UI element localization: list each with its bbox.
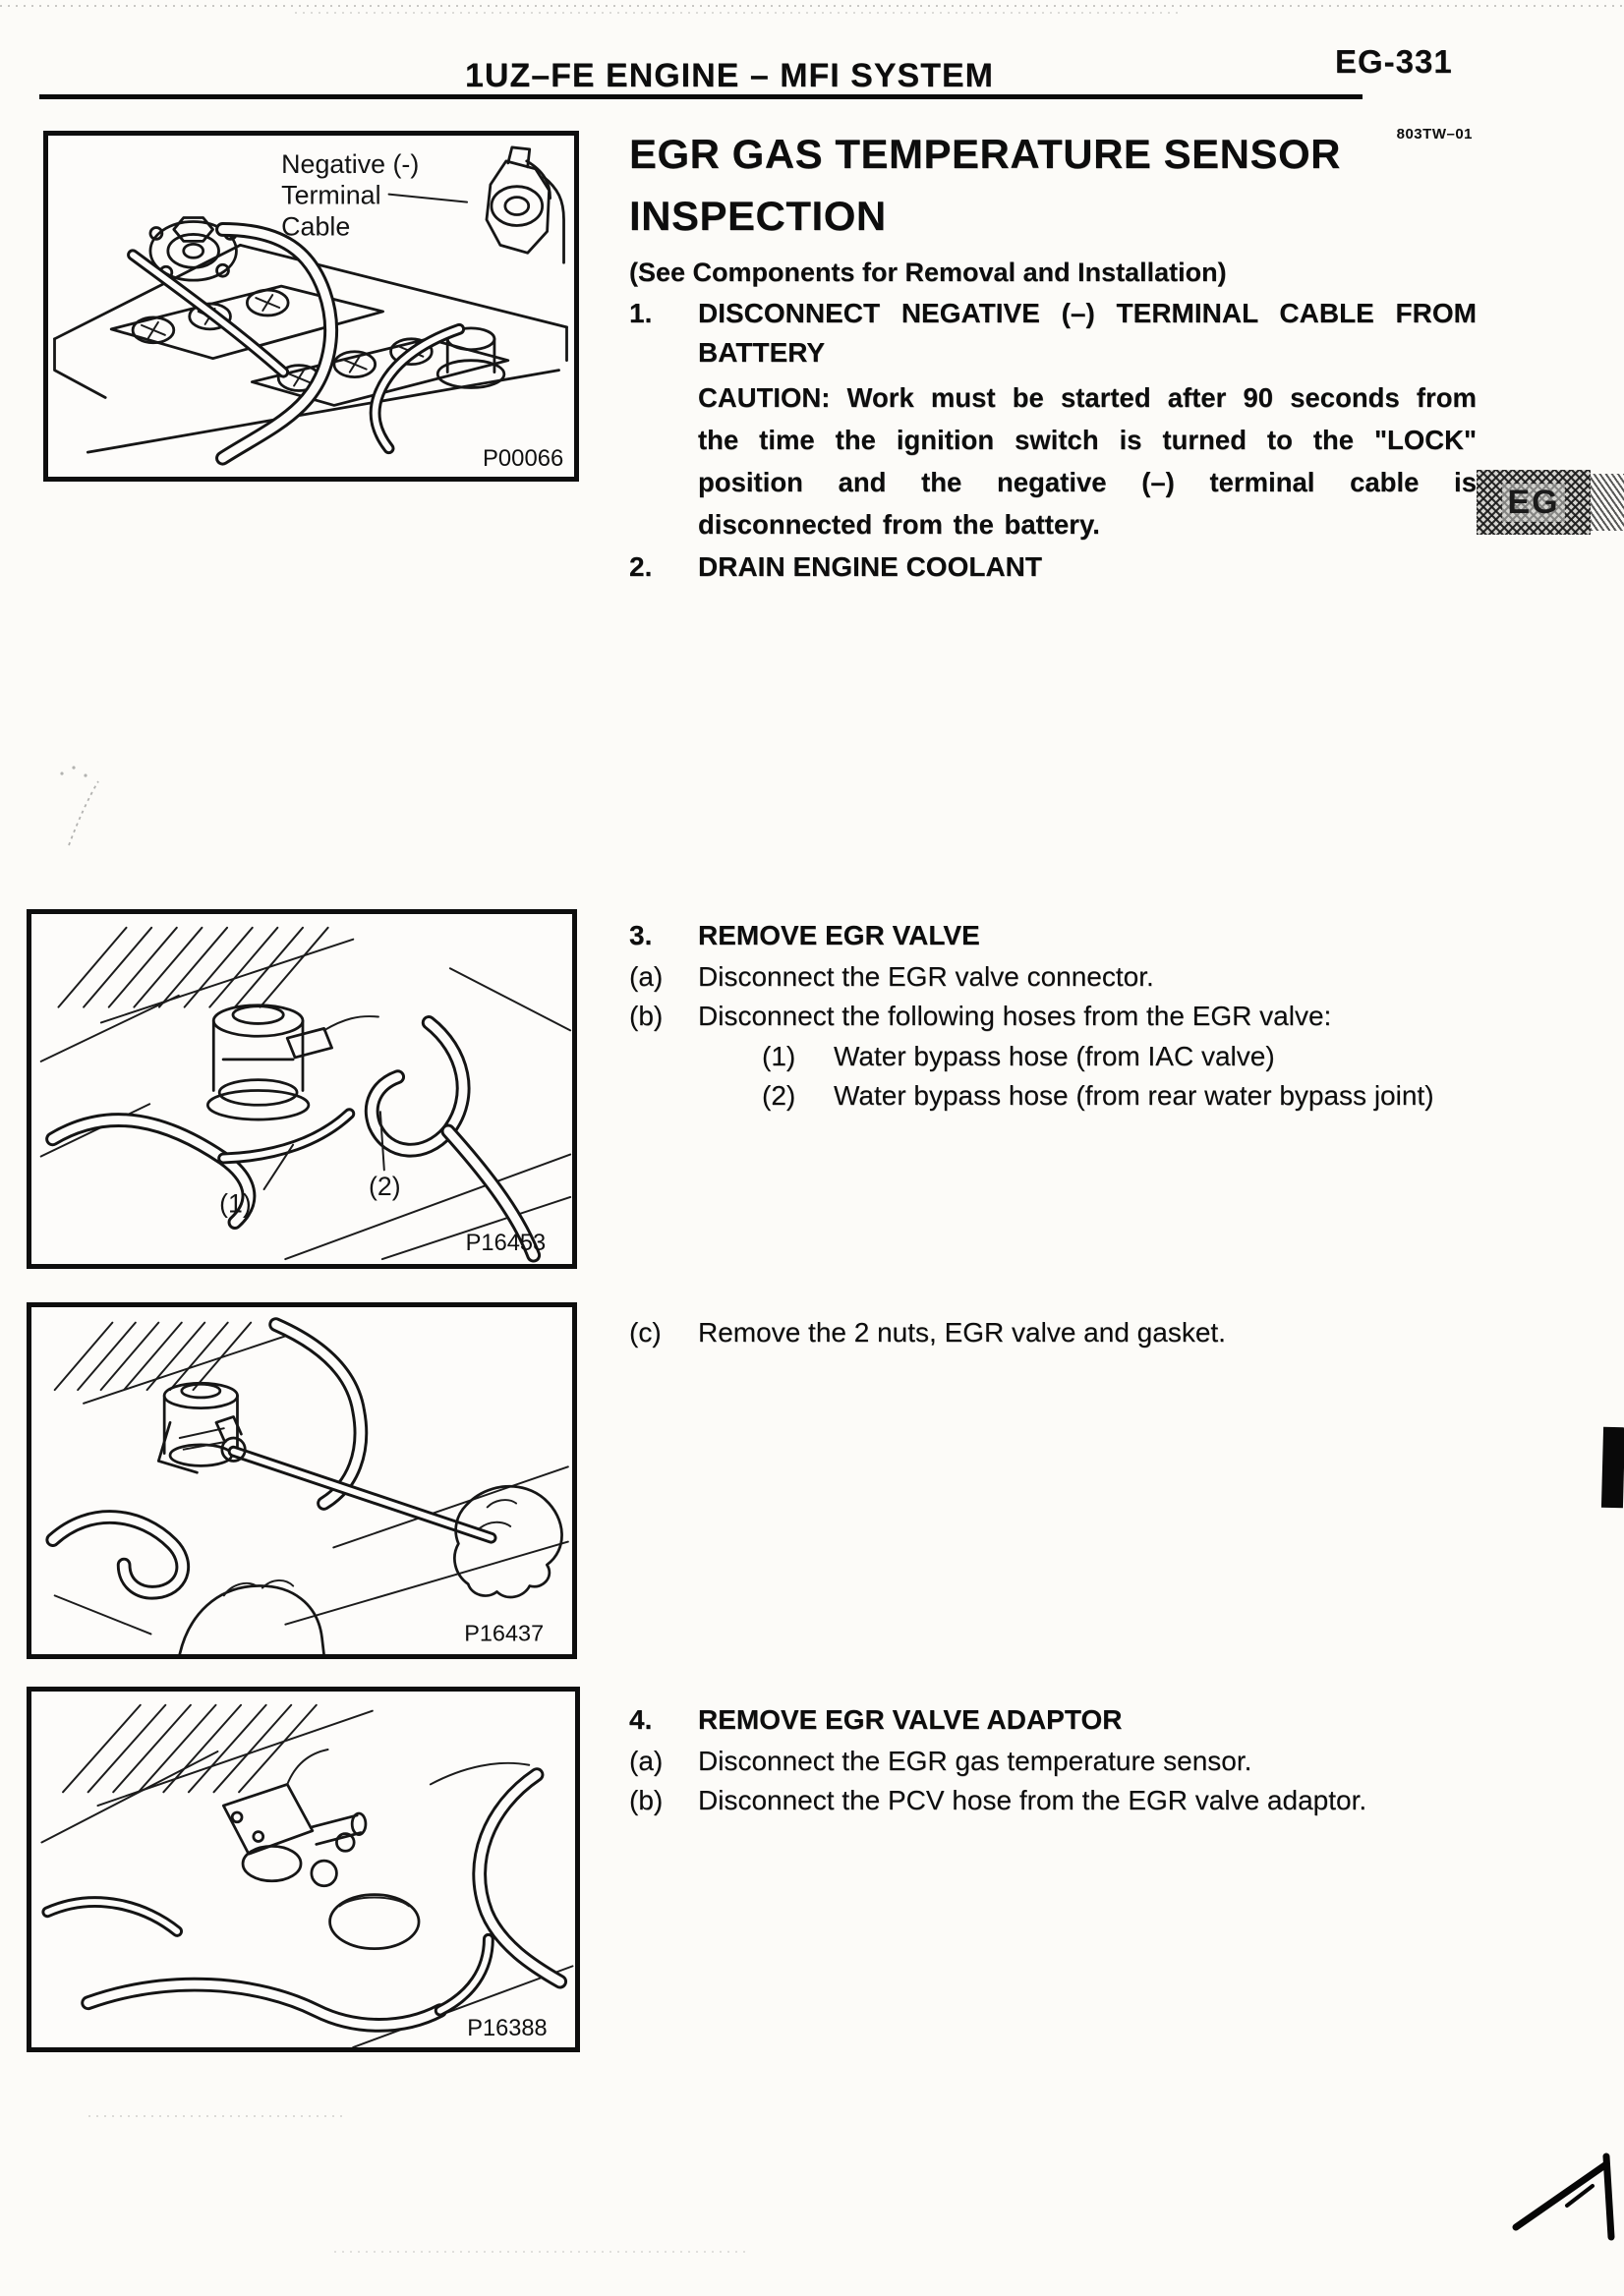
header-rule xyxy=(39,94,1363,99)
figure-battery xyxy=(43,131,579,482)
scan-noise-bottom xyxy=(334,2251,747,2253)
step-4b-text: Disconnect the PCV hose from the EGR valve adaptor. xyxy=(698,1785,1367,1815)
battery-label-line3: Cable xyxy=(281,211,351,242)
step-3a-label: (a) xyxy=(629,961,664,992)
article-title-line2: INSPECTION xyxy=(629,193,887,239)
figure-code: P00066 xyxy=(482,445,564,473)
battery-label-line1: Negative (-) xyxy=(281,148,420,179)
hand-art xyxy=(454,1486,561,1597)
egr-nuts-illustration xyxy=(31,1307,572,1654)
step-4b xyxy=(629,1781,1477,1820)
step-3b-sub2-label: (2) xyxy=(762,1080,796,1111)
figure-egr-adaptor xyxy=(27,1687,580,2052)
scan-artifact-corner xyxy=(1512,2143,1624,2241)
see-note: (See Components for Removal and Installation) xyxy=(629,258,1227,287)
callout-1: (1) xyxy=(219,1188,252,1219)
page-header-title: 1UZ–FE ENGINE – MFI SYSTEM xyxy=(465,57,994,94)
doc-code: 803TW–01 xyxy=(1396,126,1473,143)
terminal-inset-art xyxy=(487,147,564,262)
scan-artifact-left-mark xyxy=(54,762,123,850)
step-3b-sub1-label: (1) xyxy=(762,1041,796,1071)
step-4a xyxy=(629,1742,1477,1781)
step-3b-text: Disconnect the following hoses from the EGR valve: xyxy=(698,1001,1332,1031)
step-2 xyxy=(629,547,1477,587)
section-tab-eg xyxy=(1477,470,1591,535)
valve-cover-ribs xyxy=(58,928,353,1023)
step-3 xyxy=(629,916,1477,955)
figure-code: P16453 xyxy=(465,1231,547,1257)
step-4 xyxy=(629,1700,1477,1740)
scan-noise-top2 xyxy=(295,12,1180,14)
step-1-number: 1. xyxy=(629,298,653,328)
step-3b-sub2-text: Water bypass hose (from rear water bypass joint) xyxy=(834,1080,1434,1111)
valve-cover-ribs xyxy=(63,1705,373,1806)
step-3-number: 3. xyxy=(629,920,653,950)
figure-code: P16388 xyxy=(467,2016,548,2042)
step-4-heading: REMOVE EGR VALVE ADAPTOR xyxy=(698,1704,1123,1735)
egr-valve-art xyxy=(207,1005,378,1119)
scan-noise-top xyxy=(0,5,1624,7)
valve-cover-ribs xyxy=(55,1323,286,1404)
section-tab-label: EG xyxy=(1502,484,1564,522)
step-3-heading: REMOVE EGR VALVE xyxy=(698,920,980,950)
step-3c-text: Remove the 2 nuts, EGR valve and gasket. xyxy=(698,1317,1226,1348)
adaptor-art xyxy=(223,1750,366,1886)
label-leader-line xyxy=(389,195,468,202)
page-number: EG-331 xyxy=(1335,43,1453,80)
figure-code: P16437 xyxy=(464,1620,545,1646)
step-3b-label: (b) xyxy=(629,1001,664,1031)
step-2-heading: DRAIN ENGINE COOLANT xyxy=(698,551,1042,582)
scan-artifact-bar xyxy=(1601,1427,1624,1509)
battery-illustration xyxy=(48,136,574,477)
caution-text: CAUTION: Work must be started after 90 seconds from the time the ignition switch is turned to the "LOCK" position and the negative (–) terminal cable is disconnected from the battery. xyxy=(698,382,1477,540)
step-3c-label: (c) xyxy=(629,1317,662,1348)
step-3a xyxy=(629,957,1477,997)
step-4a-label: (a) xyxy=(629,1746,664,1776)
step-4b-label: (b) xyxy=(629,1785,664,1815)
article-title-line1: EGR GAS TEMPERATURE SENSOR xyxy=(629,131,1341,177)
step-4-number: 4. xyxy=(629,1704,653,1735)
step-3b-sub2 xyxy=(629,1076,1477,1116)
step-2-number: 2. xyxy=(629,551,653,582)
egr-adaptor-illustration xyxy=(31,1692,575,2047)
step-3b-sub1 xyxy=(629,1037,1477,1076)
step-1-heading: DISCONNECT NEGATIVE (–) TERMINAL CABLE FROM BATTERY xyxy=(698,298,1477,368)
figure-egr-nuts xyxy=(27,1302,577,1659)
callout-2: (2) xyxy=(369,1171,401,1201)
section-tab-frill xyxy=(1591,474,1624,531)
canister-art xyxy=(330,1895,420,1949)
egr-hoses-illustration xyxy=(31,914,572,1264)
step-3b xyxy=(629,997,1477,1036)
step-1 xyxy=(629,294,1477,373)
battery-label-line2: Terminal xyxy=(281,180,381,210)
step-3c xyxy=(629,1313,1477,1352)
hand-lower-art xyxy=(180,1580,324,1654)
step-4a-text: Disconnect the EGR gas temperature sensor. xyxy=(698,1746,1252,1776)
figure-egr-hoses xyxy=(27,909,577,1269)
step-3b-sub1-text: Water bypass hose (from IAC valve) xyxy=(834,1041,1275,1071)
scan-noise-mid xyxy=(88,2115,344,2117)
step-3a-text: Disconnect the EGR valve connector. xyxy=(698,961,1154,992)
